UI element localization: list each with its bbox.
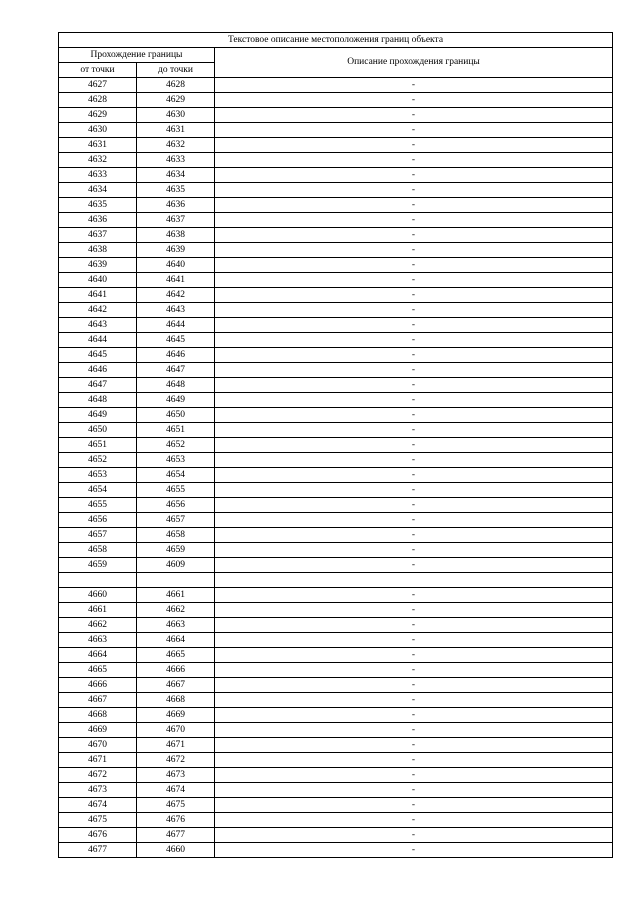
from-point-cell: 4649: [59, 408, 137, 423]
description-cell: -: [215, 153, 613, 168]
empty-separator-row: [59, 573, 613, 588]
from-point-cell: 4671: [59, 753, 137, 768]
description-cell: -: [215, 393, 613, 408]
to-point-cell: 4659: [137, 543, 215, 558]
from-point-cell: 4669: [59, 723, 137, 738]
from-point-cell: 4673: [59, 783, 137, 798]
description-cell: -: [215, 843, 613, 858]
table-row: [59, 513, 613, 528]
from-point-cell: 4662: [59, 618, 137, 633]
description-cell: -: [215, 693, 613, 708]
table-row: [59, 138, 613, 153]
table-row: [59, 288, 613, 303]
description-cell: -: [215, 228, 613, 243]
to-point-cell: 4663: [137, 618, 215, 633]
from-point-cell: 4646: [59, 363, 137, 378]
description-cell: -: [215, 318, 613, 333]
from-point-cell: 4635: [59, 198, 137, 213]
description-cell: -: [215, 198, 613, 213]
from-point-cell: 4672: [59, 768, 137, 783]
table-row: [59, 738, 613, 753]
table-row: [59, 768, 613, 783]
from-point-cell: 4639: [59, 258, 137, 273]
description-cell: -: [215, 828, 613, 843]
group-header-boundary-passage: Прохождение границы: [59, 48, 215, 63]
to-point-cell: 4655: [137, 483, 215, 498]
description-cell: -: [215, 558, 613, 573]
table-row: [59, 798, 613, 813]
column-header-to-point: до точки: [137, 63, 215, 78]
empty-cell: [137, 573, 215, 588]
table-row: [59, 693, 613, 708]
from-point-cell: 4667: [59, 693, 137, 708]
to-point-cell: 4653: [137, 453, 215, 468]
from-point-cell: 4650: [59, 423, 137, 438]
table-row: [59, 813, 613, 828]
table-row: [59, 183, 613, 198]
table-row: [59, 558, 613, 573]
to-point-cell: 4660: [137, 843, 215, 858]
description-cell: -: [215, 258, 613, 273]
table-row: [59, 708, 613, 723]
to-point-cell: 4628: [137, 78, 215, 93]
table-row: [59, 843, 613, 858]
table-row: [59, 663, 613, 678]
description-cell: -: [215, 543, 613, 558]
table-row: [59, 303, 613, 318]
description-cell: -: [215, 753, 613, 768]
description-cell: -: [215, 168, 613, 183]
table-row: [59, 678, 613, 693]
from-point-cell: 4645: [59, 348, 137, 363]
from-point-cell: 4634: [59, 183, 137, 198]
empty-cell: [59, 573, 137, 588]
to-point-cell: 4668: [137, 693, 215, 708]
section-1-rows: [59, 78, 613, 573]
to-point-cell: 4648: [137, 378, 215, 393]
description-cell: -: [215, 348, 613, 363]
table-row: [59, 348, 613, 363]
table-row: [59, 228, 613, 243]
to-point-cell: 4630: [137, 108, 215, 123]
from-point-cell: 4648: [59, 393, 137, 408]
table-row: [59, 318, 613, 333]
from-point-cell: 4670: [59, 738, 137, 753]
boundary-description-table: [58, 32, 613, 858]
description-cell: -: [215, 423, 613, 438]
description-cell: -: [215, 663, 613, 678]
from-point-cell: 4655: [59, 498, 137, 513]
table-row: [59, 243, 613, 258]
table-row: [59, 603, 613, 618]
description-cell: -: [215, 648, 613, 663]
table-row: [59, 483, 613, 498]
table-row: [59, 408, 613, 423]
from-point-cell: 4633: [59, 168, 137, 183]
from-point-cell: 4644: [59, 333, 137, 348]
to-point-cell: 4654: [137, 468, 215, 483]
to-point-cell: 4644: [137, 318, 215, 333]
from-point-cell: 4636: [59, 213, 137, 228]
table-row: [59, 723, 613, 738]
to-point-cell: 4674: [137, 783, 215, 798]
to-point-cell: 4638: [137, 228, 215, 243]
to-point-cell: 4672: [137, 753, 215, 768]
to-point-cell: 4647: [137, 363, 215, 378]
to-point-cell: 4669: [137, 708, 215, 723]
table-row: [59, 213, 613, 228]
to-point-cell: 4666: [137, 663, 215, 678]
to-point-cell: 4665: [137, 648, 215, 663]
description-cell: -: [215, 528, 613, 543]
column-header-from-point: от точки: [59, 63, 137, 78]
to-point-cell: 4636: [137, 198, 215, 213]
from-point-cell: 4675: [59, 813, 137, 828]
to-point-cell: 4649: [137, 393, 215, 408]
description-cell: -: [215, 738, 613, 753]
description-cell: -: [215, 123, 613, 138]
description-cell: -: [215, 498, 613, 513]
to-point-cell: 4642: [137, 288, 215, 303]
description-cell: -: [215, 78, 613, 93]
from-point-cell: 4663: [59, 633, 137, 648]
description-cell: -: [215, 723, 613, 738]
description-cell: -: [215, 243, 613, 258]
empty-cell: [215, 573, 613, 588]
table-row: [59, 753, 613, 768]
table-row: [59, 108, 613, 123]
column-header-description: Описание прохождения границы: [215, 48, 613, 78]
table-row: [59, 93, 613, 108]
to-point-cell: 4662: [137, 603, 215, 618]
description-cell: -: [215, 588, 613, 603]
table-row: [59, 393, 613, 408]
to-point-cell: 4641: [137, 273, 215, 288]
table-row: [59, 123, 613, 138]
table-row: [59, 438, 613, 453]
table-title: Текстовое описание местоположения границ объекта: [59, 33, 613, 48]
from-point-cell: 4651: [59, 438, 137, 453]
from-point-cell: 4656: [59, 513, 137, 528]
section-2-rows: [59, 588, 613, 858]
table-row: [59, 618, 613, 633]
from-point-cell: 4668: [59, 708, 137, 723]
table-row: [59, 648, 613, 663]
to-point-cell: 4631: [137, 123, 215, 138]
from-point-cell: 4659: [59, 558, 137, 573]
from-point-cell: 4676: [59, 828, 137, 843]
from-point-cell: 4664: [59, 648, 137, 663]
from-point-cell: 4677: [59, 843, 137, 858]
table-row: [59, 273, 613, 288]
description-cell: -: [215, 813, 613, 828]
description-cell: -: [215, 783, 613, 798]
from-point-cell: 4632: [59, 153, 137, 168]
description-cell: -: [215, 288, 613, 303]
to-point-cell: 4640: [137, 258, 215, 273]
description-cell: -: [215, 183, 613, 198]
from-point-cell: 4640: [59, 273, 137, 288]
to-point-cell: 4661: [137, 588, 215, 603]
description-cell: -: [215, 768, 613, 783]
to-point-cell: 4676: [137, 813, 215, 828]
description-cell: -: [215, 633, 613, 648]
description-cell: -: [215, 93, 613, 108]
to-point-cell: 4670: [137, 723, 215, 738]
to-point-cell: 4673: [137, 768, 215, 783]
from-point-cell: 4665: [59, 663, 137, 678]
table-row: [59, 378, 613, 393]
table-row: [59, 168, 613, 183]
from-point-cell: 4658: [59, 543, 137, 558]
to-point-cell: 4656: [137, 498, 215, 513]
table-row: [59, 528, 613, 543]
to-point-cell: 4646: [137, 348, 215, 363]
description-cell: -: [215, 138, 613, 153]
to-point-cell: 4671: [137, 738, 215, 753]
table-row: [59, 588, 613, 603]
from-point-cell: 4647: [59, 378, 137, 393]
to-point-cell: 4645: [137, 333, 215, 348]
description-cell: -: [215, 603, 613, 618]
to-point-cell: 4609: [137, 558, 215, 573]
description-cell: -: [215, 618, 613, 633]
description-cell: -: [215, 468, 613, 483]
table-row: [59, 783, 613, 798]
from-point-cell: 4641: [59, 288, 137, 303]
to-point-cell: 4664: [137, 633, 215, 648]
from-point-cell: 4661: [59, 603, 137, 618]
to-point-cell: 4634: [137, 168, 215, 183]
description-cell: -: [215, 408, 613, 423]
to-point-cell: 4675: [137, 798, 215, 813]
description-cell: -: [215, 798, 613, 813]
to-point-cell: 4657: [137, 513, 215, 528]
table-row: [59, 423, 613, 438]
to-point-cell: 4667: [137, 678, 215, 693]
description-cell: -: [215, 273, 613, 288]
from-point-cell: 4637: [59, 228, 137, 243]
table-row: [59, 198, 613, 213]
description-cell: -: [215, 513, 613, 528]
from-point-cell: 4674: [59, 798, 137, 813]
description-cell: -: [215, 453, 613, 468]
description-cell: -: [215, 108, 613, 123]
table-row: [59, 78, 613, 93]
to-point-cell: 4677: [137, 828, 215, 843]
from-point-cell: 4638: [59, 243, 137, 258]
table-row: [59, 468, 613, 483]
from-point-cell: 4631: [59, 138, 137, 153]
from-point-cell: 4653: [59, 468, 137, 483]
table-row: [59, 543, 613, 558]
table-row: [59, 633, 613, 648]
table-row: [59, 363, 613, 378]
from-point-cell: 4627: [59, 78, 137, 93]
to-point-cell: 4658: [137, 528, 215, 543]
table-row: [59, 828, 613, 843]
from-point-cell: 4666: [59, 678, 137, 693]
to-point-cell: 4632: [137, 138, 215, 153]
from-point-cell: 4657: [59, 528, 137, 543]
table-row: [59, 498, 613, 513]
description-cell: -: [215, 708, 613, 723]
from-point-cell: 4630: [59, 123, 137, 138]
description-cell: -: [215, 678, 613, 693]
description-cell: -: [215, 438, 613, 453]
from-point-cell: 4660: [59, 588, 137, 603]
description-cell: -: [215, 213, 613, 228]
from-point-cell: 4642: [59, 303, 137, 318]
table-row: [59, 258, 613, 273]
description-cell: -: [215, 363, 613, 378]
from-point-cell: 4628: [59, 93, 137, 108]
to-point-cell: 4651: [137, 423, 215, 438]
table-row: [59, 333, 613, 348]
to-point-cell: 4643: [137, 303, 215, 318]
to-point-cell: 4650: [137, 408, 215, 423]
to-point-cell: 4629: [137, 93, 215, 108]
table-row: [59, 153, 613, 168]
from-point-cell: 4654: [59, 483, 137, 498]
description-cell: -: [215, 303, 613, 318]
to-point-cell: 4639: [137, 243, 215, 258]
from-point-cell: 4652: [59, 453, 137, 468]
to-point-cell: 4635: [137, 183, 215, 198]
to-point-cell: 4652: [137, 438, 215, 453]
section-gap: [59, 573, 613, 588]
to-point-cell: 4637: [137, 213, 215, 228]
from-point-cell: 4629: [59, 108, 137, 123]
description-cell: -: [215, 378, 613, 393]
from-point-cell: 4643: [59, 318, 137, 333]
table-row: [59, 453, 613, 468]
to-point-cell: 4633: [137, 153, 215, 168]
description-cell: -: [215, 483, 613, 498]
description-cell: -: [215, 333, 613, 348]
